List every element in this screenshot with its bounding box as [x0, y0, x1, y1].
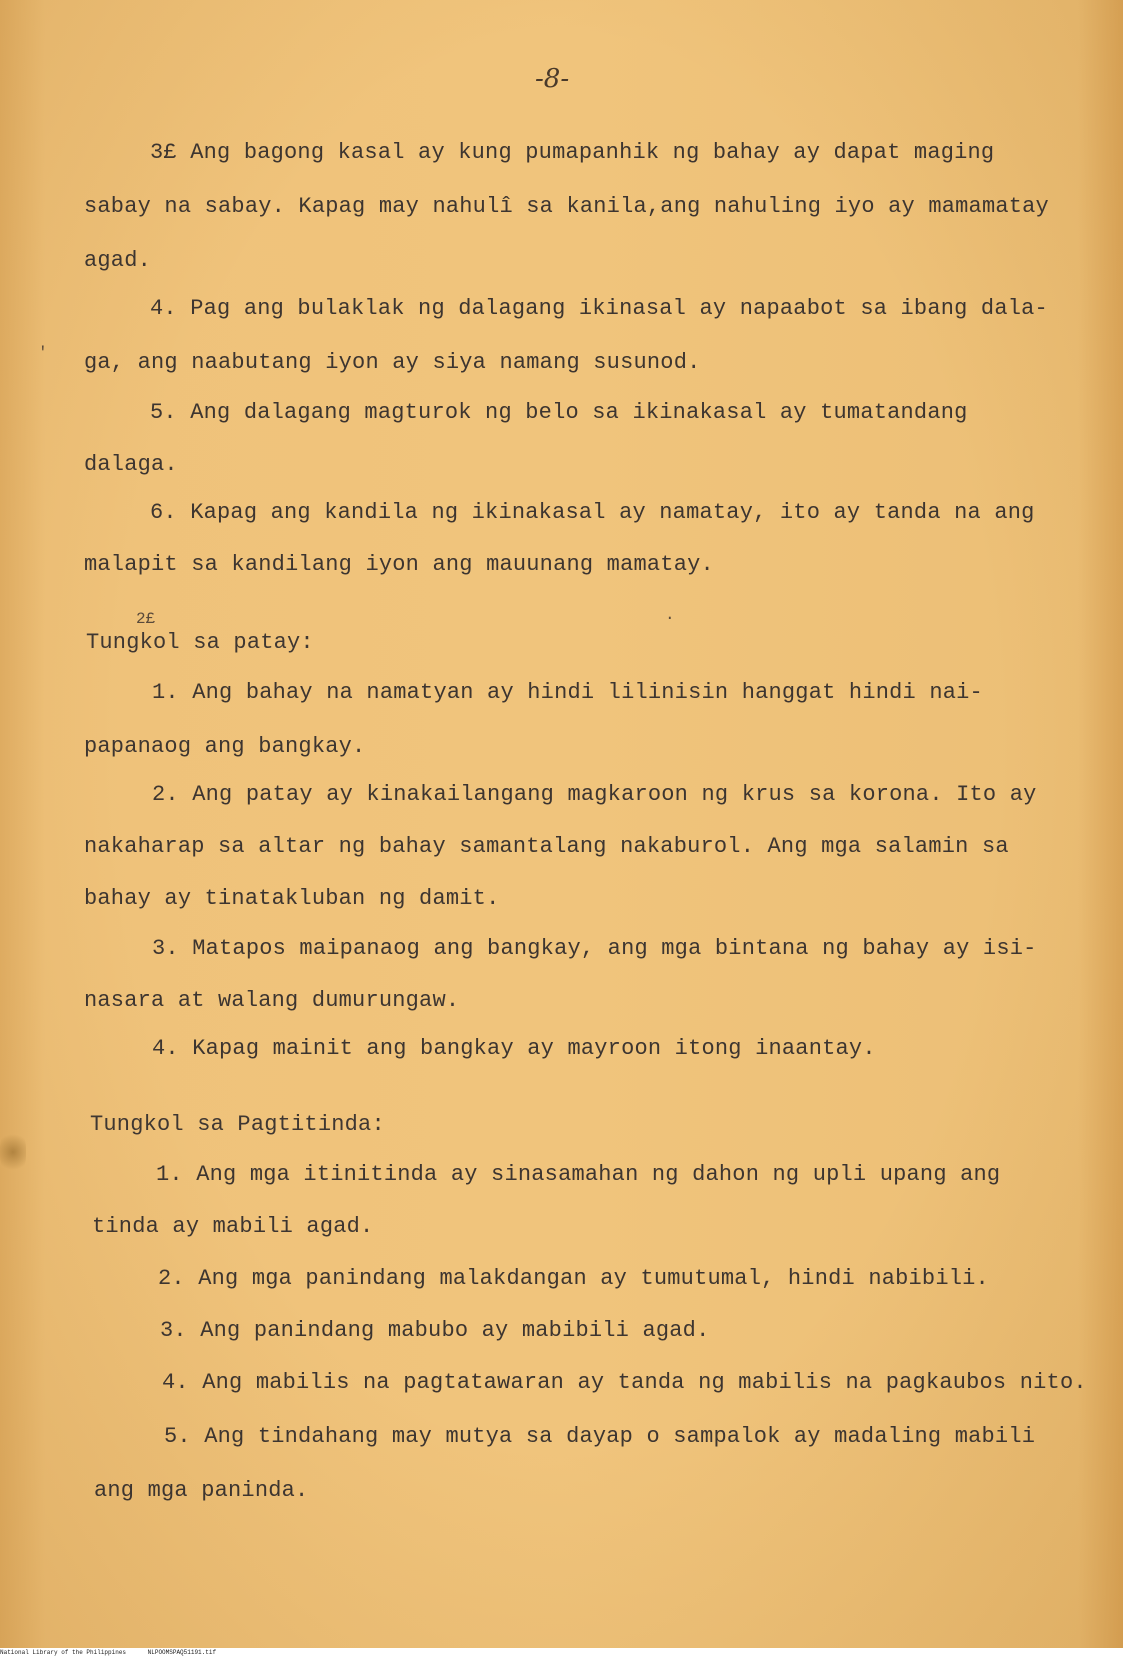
- paragraph-line: 5. Ang tindahang may mutya sa dayap o sampalok ay madaling mabili: [164, 1424, 1036, 1449]
- paragraph-line: 3£ Ang bagong kasal ay kung pumapanhik ng bahay ay dapat maging: [150, 140, 995, 165]
- paragraph-line: 1. Ang mga itinitinda ay sinasamahan ng dahon ng upli upang ang: [156, 1162, 1001, 1187]
- paragraph-line: dalaga.: [84, 452, 178, 477]
- paragraph-line: agad.: [84, 248, 152, 273]
- paragraph-line: nakaharap sa altar ng bahay samantalang nakaburol. Ang mga salamin sa: [84, 834, 1009, 859]
- paragraph-line: 4. Kapag mainit ang bangkay ay mayroon itong inaantay.: [152, 1036, 876, 1061]
- paragraph-line: 2. Ang patay ay kinakailangang magkaroon ng krus sa korona. Ito ay: [152, 782, 1037, 807]
- paragraph-line: sabay na sabay. Kapag may nahulî sa kanila,ang nahuling iyo ay mamamatay: [84, 194, 1049, 219]
- paragraph-line: 3. Ang panindang mabubo ay mabibili agad.: [160, 1318, 710, 1343]
- paragraph-line: ang mga paninda.: [94, 1478, 309, 1503]
- paragraph-line: tinda ay mabili agad.: [92, 1214, 374, 1239]
- paragraph-line: ga, ang naabutang iyon ay siya namang susunod.: [84, 350, 701, 375]
- footer-file: NLPOOMSPAQ51191.tif: [147, 1649, 217, 1656]
- stray-mark: 2£: [136, 610, 156, 628]
- paragraph-line: 5. Ang dalagang magturok ng belo sa ikinakasal ay tumatandang: [150, 400, 968, 425]
- paragraph-line: malapit sa kandilang iyon ang mauunang mamatay.: [84, 552, 714, 577]
- paragraph-line: bahay ay tinatakluban ng damit.: [84, 886, 500, 911]
- paragraph-line: 1. Ang bahay na namatyan ay hindi lilinisin hanggat hindi nai-: [152, 680, 983, 705]
- paragraph-line: papanaog ang bangkay.: [84, 734, 366, 759]
- paragraph-line: 4. Pag ang bulaklak ng dalagang ikinasal ay napaabot sa ibang dala-: [150, 296, 1048, 321]
- paragraph-line: 2. Ang mga panindang malakdangan ay tumutumal, hindi nabibili.: [158, 1266, 989, 1291]
- paragraph-line: 4. Ang mabilis na pagtatawaran ay tanda ng mabilis na pagkaubos nito.: [162, 1370, 1087, 1395]
- footer-library: National Library of the Philippines: [0, 1649, 127, 1656]
- paragraph-line: 3. Matapos maipanaog ang bangkay, ang mga bintana ng bahay ay isi-: [152, 936, 1037, 961]
- section-heading: Tungkol sa patay:: [86, 630, 314, 655]
- paper-stain: [0, 1130, 26, 1174]
- stray-mark: ': [38, 344, 48, 362]
- section-heading: Tungkol sa Pagtitinda:: [90, 1112, 385, 1137]
- paragraph-line: 6. Kapag ang kandila ng ikinakasal ay namatay, ito ay tanda na ang: [150, 500, 1035, 525]
- scan-footer: [0, 1648, 1123, 1658]
- paragraph-line: nasara at walang dumurungaw.: [84, 988, 460, 1013]
- stray-mark: .: [665, 606, 675, 624]
- page-number: -8-: [535, 64, 570, 94]
